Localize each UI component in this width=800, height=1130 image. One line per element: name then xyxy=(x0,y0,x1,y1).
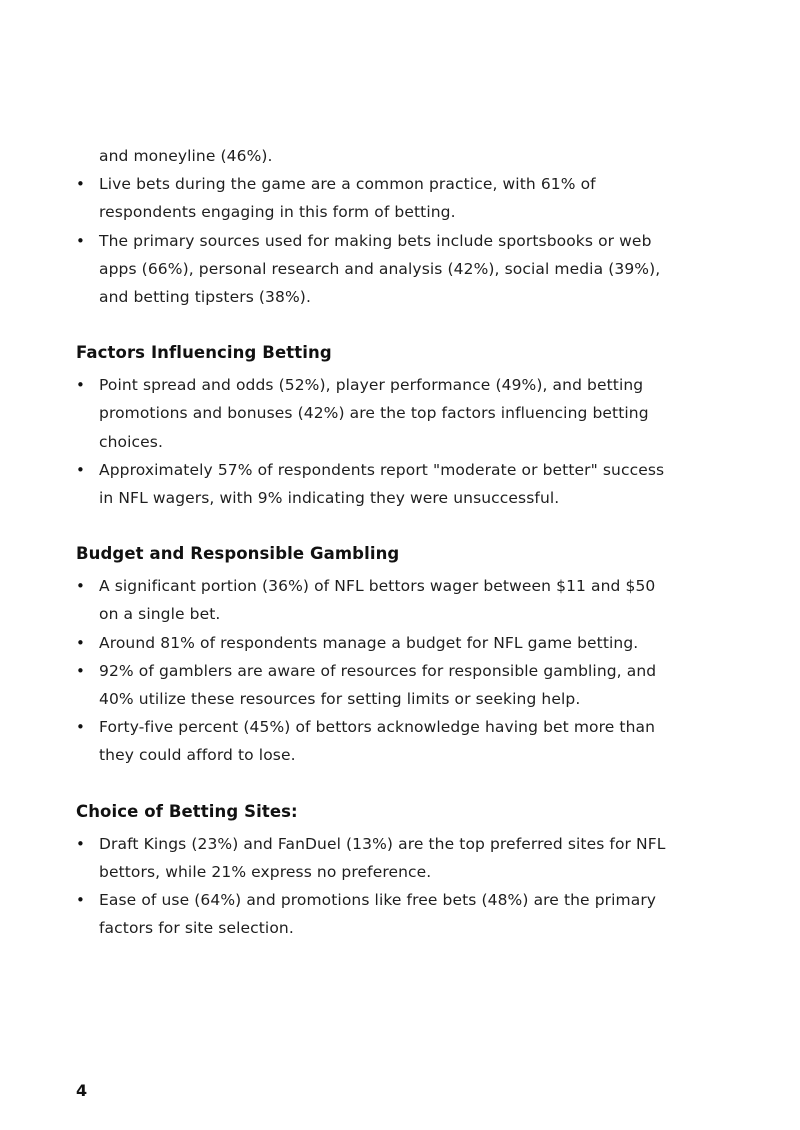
bullet-text: Live bets during the game are a common practice, with 61% of respondents engaging in this form of betting. xyxy=(99,175,596,222)
bullet-icon: • xyxy=(76,460,85,479)
bullet-icon: • xyxy=(76,633,85,652)
budget-bullet-list xyxy=(76,572,676,769)
bullet-text: A significant portion (36%) of NFL bettors wager between $11 and $50 on a single bet. xyxy=(99,577,656,624)
bullet-icon: • xyxy=(76,661,85,680)
list-item xyxy=(76,629,676,657)
bullet-text: The primary sources used for making bets include sportsbooks or web apps (66%), personal research and analysis (42%), social media (39%), and betting tipsters (38%). xyxy=(99,231,661,307)
bullet-text: Ease of use (64%) and promotions like free bets (48%) are the primary factors for site selection. xyxy=(99,891,657,938)
bullet-icon: • xyxy=(76,718,85,737)
bullet-icon: • xyxy=(76,891,85,910)
section-heading: Budget and Responsible Gambling xyxy=(76,544,400,564)
bullet-text: Point spread and odds (52%), player performance (49%), and betting promotions and bonuses (42%) are the top factors influencing betting choices. xyxy=(99,376,649,451)
list-item xyxy=(76,371,676,456)
bullet-text: Around 81% of respondents manage a budget for NFL game betting. xyxy=(99,633,639,652)
bullet-text: Approximately 57% of respondents report "moderate or better" success in NFL wagers, with 9% indicating they were unsuccessful. xyxy=(99,460,665,508)
page-number: 4 xyxy=(76,1081,88,1100)
list-item xyxy=(76,713,676,769)
section-heading: Factors Influencing Betting xyxy=(76,343,332,363)
list-item xyxy=(76,572,676,628)
document-body xyxy=(76,142,676,942)
list-item xyxy=(76,830,676,886)
bullet-icon: • xyxy=(76,834,85,853)
intro-bullet-list xyxy=(76,170,676,311)
list-item xyxy=(76,886,676,942)
continuation-text: and moneyline (46%). xyxy=(99,147,273,165)
factors-bullet-list xyxy=(76,371,676,512)
sites-bullet-list xyxy=(76,830,676,943)
section-heading: Choice of Betting Sites: xyxy=(76,801,298,821)
bullet-icon: • xyxy=(76,175,85,194)
list-item xyxy=(76,657,676,713)
bullet-text: Draft Kings (23%) and FanDuel (13%) are the top preferred sites for NFL bettors, while 21% express no preference. xyxy=(99,834,666,881)
list-item xyxy=(76,227,676,312)
bullet-icon: • xyxy=(76,577,85,596)
bullet-text: 92% of gamblers are aware of resources for responsible gambling, and 40% utilize these resources for setting limits or seeking help. xyxy=(99,661,657,709)
bullet-icon: • xyxy=(76,376,85,395)
bullet-text: Forty-five percent (45%) of bettors acknowledge having bet more than they could afford to lose. xyxy=(99,718,656,765)
bullet-icon: • xyxy=(76,231,85,250)
list-item xyxy=(76,170,676,226)
list-item xyxy=(76,456,676,512)
